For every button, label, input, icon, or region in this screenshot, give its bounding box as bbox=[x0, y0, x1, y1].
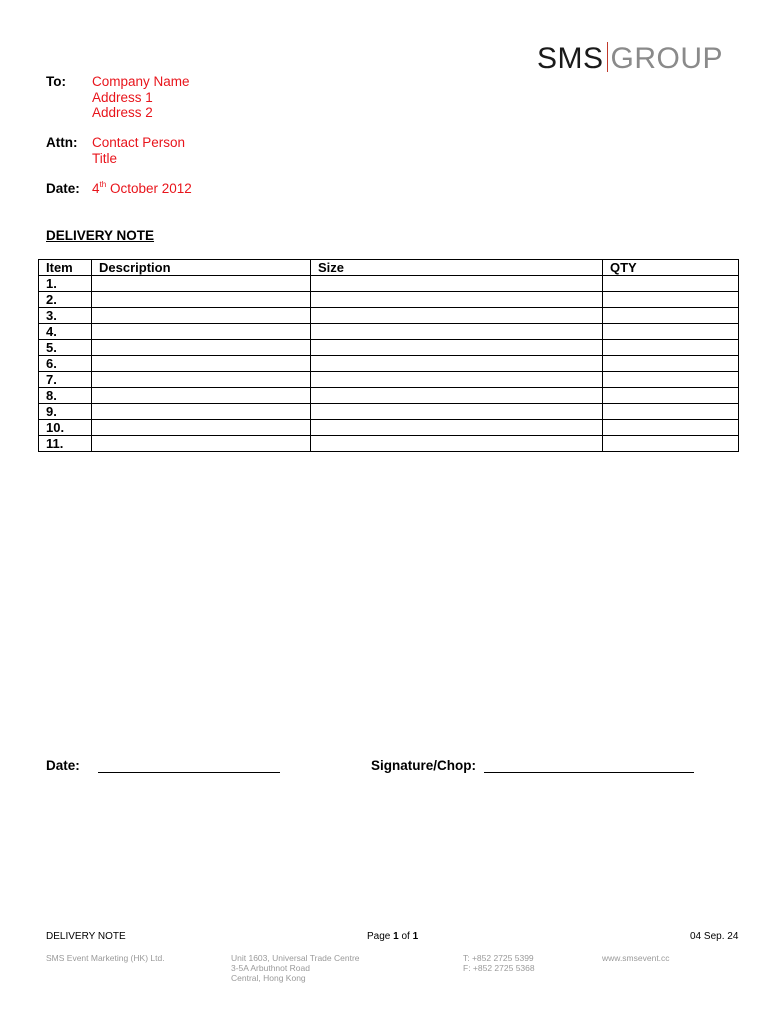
item-number: 11. bbox=[39, 436, 92, 452]
footer-contact bbox=[463, 953, 535, 973]
size-cell[interactable] bbox=[311, 292, 603, 308]
signature-line[interactable] bbox=[484, 772, 694, 773]
description-cell[interactable] bbox=[92, 292, 311, 308]
qty-cell[interactable] bbox=[603, 388, 739, 404]
column-header-description: Description bbox=[92, 260, 311, 276]
description-cell[interactable] bbox=[92, 420, 311, 436]
table-row bbox=[39, 324, 739, 340]
size-cell[interactable] bbox=[311, 340, 603, 356]
description-cell[interactable] bbox=[92, 308, 311, 324]
description-cell[interactable] bbox=[92, 372, 311, 388]
item-number: 1. bbox=[39, 276, 92, 292]
recipient-address bbox=[92, 74, 190, 121]
size-cell[interactable] bbox=[311, 420, 603, 436]
footer-address bbox=[231, 953, 360, 983]
item-number: 2. bbox=[39, 292, 92, 308]
description-cell[interactable] bbox=[92, 388, 311, 404]
signoff-signature bbox=[371, 758, 694, 773]
date-label: Date: bbox=[46, 181, 80, 196]
document-date bbox=[92, 181, 192, 197]
footer-doc-title: DELIVERY NOTE bbox=[46, 931, 126, 942]
description-cell[interactable] bbox=[92, 436, 311, 452]
size-cell[interactable] bbox=[311, 372, 603, 388]
logo-sms-text: SMS bbox=[537, 42, 604, 75]
size-cell[interactable] bbox=[311, 324, 603, 340]
footer-company: SMS Event Marketing (HK) Ltd. bbox=[46, 953, 165, 963]
size-cell[interactable] bbox=[311, 404, 603, 420]
address-line-2: Address 2 bbox=[92, 105, 153, 120]
column-header-item: Item bbox=[39, 260, 92, 276]
description-cell[interactable] bbox=[92, 276, 311, 292]
date-month-year: October 2012 bbox=[106, 181, 192, 196]
description-cell[interactable] bbox=[92, 404, 311, 420]
footer-fax: F: +852 2725 5368 bbox=[463, 963, 535, 973]
table-header-row bbox=[39, 260, 739, 276]
footer-page-number bbox=[367, 931, 418, 942]
date-day: 4 bbox=[92, 181, 100, 196]
company-name: Company Name bbox=[92, 74, 190, 89]
item-number: 4. bbox=[39, 324, 92, 340]
qty-cell[interactable] bbox=[603, 420, 739, 436]
footer-address-line-2: 3-5A Arbuthnot Road bbox=[231, 963, 310, 973]
page-current: 1 bbox=[393, 931, 399, 942]
company-logo bbox=[537, 40, 723, 78]
page-of: of bbox=[398, 931, 413, 942]
footer-website[interactable]: www.smsevent.cc bbox=[602, 953, 670, 963]
signature-label: Signature/Chop: bbox=[371, 758, 476, 773]
signoff-date-label: Date: bbox=[46, 758, 80, 773]
size-cell[interactable] bbox=[311, 436, 603, 452]
item-number: 8. bbox=[39, 388, 92, 404]
table-row bbox=[39, 420, 739, 436]
attention-block bbox=[92, 135, 185, 166]
description-cell[interactable] bbox=[92, 324, 311, 340]
table-row bbox=[39, 340, 739, 356]
footer-address-line-3: Central, Hong Kong bbox=[231, 973, 306, 983]
table-row bbox=[39, 292, 739, 308]
footer-phone: T: +852 2725 5399 bbox=[463, 953, 534, 963]
size-cell[interactable] bbox=[311, 388, 603, 404]
qty-cell[interactable] bbox=[603, 324, 739, 340]
size-cell[interactable] bbox=[311, 276, 603, 292]
column-header-size: Size bbox=[311, 260, 603, 276]
qty-cell[interactable] bbox=[603, 356, 739, 372]
table-row bbox=[39, 356, 739, 372]
footer-address-line-1: Unit 1603, Universal Trade Centre bbox=[231, 953, 360, 963]
column-header-qty: QTY bbox=[603, 260, 739, 276]
qty-cell[interactable] bbox=[603, 436, 739, 452]
item-number: 10. bbox=[39, 420, 92, 436]
table-row bbox=[39, 308, 739, 324]
logo-group-text: GROUP bbox=[610, 42, 724, 75]
table-row bbox=[39, 388, 739, 404]
description-cell[interactable] bbox=[92, 356, 311, 372]
qty-cell[interactable] bbox=[603, 340, 739, 356]
footer-print-date: 04 Sep. 24 bbox=[690, 931, 739, 942]
delivery-items-table bbox=[38, 259, 739, 452]
table-row bbox=[39, 276, 739, 292]
item-number: 3. bbox=[39, 308, 92, 324]
item-number: 5. bbox=[39, 340, 92, 356]
document-title: DELIVERY NOTE bbox=[46, 228, 155, 243]
page-total: 1 bbox=[412, 931, 419, 942]
page-prefix: Page bbox=[367, 931, 394, 942]
logo-divider bbox=[607, 42, 608, 72]
table-row bbox=[39, 404, 739, 420]
qty-cell[interactable] bbox=[603, 404, 739, 420]
qty-cell[interactable] bbox=[603, 292, 739, 308]
contact-title: Title bbox=[92, 150, 118, 166]
qty-cell[interactable] bbox=[603, 372, 739, 388]
size-cell[interactable] bbox=[311, 308, 603, 324]
size-cell[interactable] bbox=[311, 356, 603, 372]
signoff-date bbox=[46, 758, 280, 773]
signoff-date-line[interactable] bbox=[98, 772, 280, 773]
item-number: 6. bbox=[39, 356, 92, 372]
qty-cell[interactable] bbox=[603, 276, 739, 292]
qty-cell[interactable] bbox=[603, 308, 739, 324]
to-label: To: bbox=[46, 74, 66, 89]
description-cell[interactable] bbox=[92, 340, 311, 356]
date-suffix: th bbox=[99, 180, 107, 189]
item-number: 9. bbox=[39, 404, 92, 420]
table-row bbox=[39, 436, 739, 452]
table-row bbox=[39, 372, 739, 388]
item-number: 7. bbox=[39, 372, 92, 388]
address-line-1: Address 1 bbox=[92, 89, 153, 105]
contact-person: Contact Person bbox=[92, 135, 186, 150]
attn-label: Attn: bbox=[46, 135, 78, 150]
